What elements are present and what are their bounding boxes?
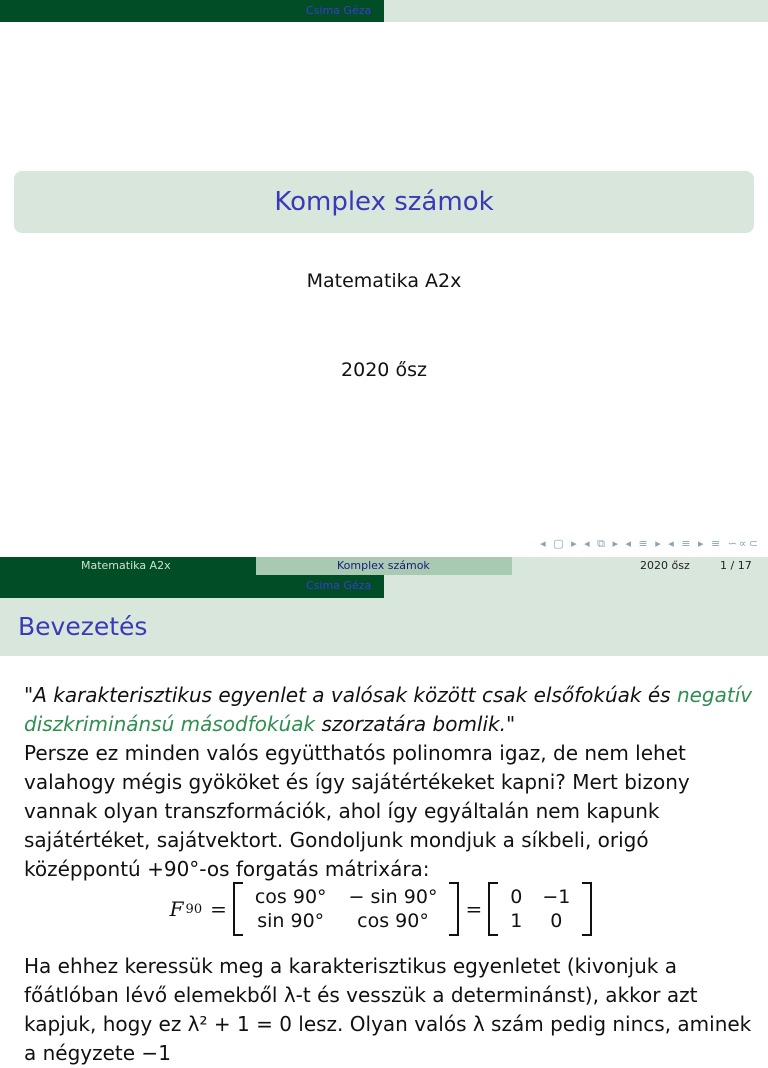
formula-equals-2: = (465, 897, 483, 921)
beamer-navigation-controls[interactable]: ◂ ▢ ▸ ◂ ⧉ ▸ ◂ ≡ ▸ ◂ ≡ ▸ ≡ ∽∝⊂ (540, 537, 760, 550)
quote (24, 681, 754, 739)
quote-part2: szorzatára bomlik." (315, 712, 516, 736)
matrix-cell: 0 (550, 910, 563, 932)
header-author: Csima Géza (306, 4, 372, 17)
matrix-cell: sin 90° (257, 910, 325, 932)
matrix-cell: −1 (542, 886, 571, 908)
footer-date: 2020 ősz (640, 559, 690, 572)
matrix-numeric-grid (498, 882, 582, 936)
paragraph-2: Ha ehhez keressük meg a karakterisztikus egyenletet (kivonjuk a főátlóban lévő elemekből λ-t és vesszük a determinánst), akkor azt kapjuk, hogy ez λ² + 1 = 0 lesz. Olyan valós λ szám pedig nincs, aminek a négyzete −1 (24, 954, 752, 1065)
matrix-trig (233, 882, 460, 936)
footer-course: Matematika A2x (81, 559, 171, 572)
subtitle: Matematika A2x (306, 270, 462, 292)
matrix-cell: 0 (510, 886, 523, 908)
second-header-right (384, 575, 768, 598)
slide-title: Komplex számok (274, 187, 494, 217)
left-bracket (233, 882, 243, 936)
formula-equals-1: = (210, 897, 227, 921)
paragraph-1: Persze ez minden valós együtthatós polinomra igaz, de nem lehet valahogy mégis gyököket és így sajátértékeket kapni? Mert bizony vannak olyan transzformációk, ahol így egyáltalán nem kapunk sajátértéket, sajátvektort. Gondoljunk mondjuk a síkbeli, origó középpontú +90°-os forgatás mátrixára: (24, 741, 690, 881)
quote-highlight: negatív diszkriminánsú másodfokúak (24, 683, 753, 736)
rotation-matrix-formula (0, 876, 768, 942)
matrix-numeric (488, 882, 592, 936)
second-header-author: Csima Géza (306, 579, 372, 592)
matrix-trig-grid (243, 882, 450, 936)
right-bracket (449, 882, 459, 936)
title-box (14, 171, 754, 233)
matrix-cell: − sin 90° (348, 886, 438, 908)
top-header-right (384, 0, 768, 22)
right-bracket (582, 882, 592, 936)
formula-lhs: F (169, 897, 184, 921)
matrix-cell: cos 90° (254, 886, 327, 908)
quote-part1: "A karakterisztikus egyenlet a valósak között csak elsőfokúak és (24, 683, 677, 707)
left-bracket (488, 882, 498, 936)
footer-page-number: 1 / 17 (720, 559, 752, 572)
frame-title: Bevezetés (18, 612, 148, 641)
matrix-cell: cos 90° (357, 910, 429, 932)
date: 2020 ősz (341, 359, 427, 381)
formula-lhs-sup: 90 (185, 901, 203, 917)
matrix-cell: 1 (510, 910, 523, 932)
footer-title: Komplex számok (337, 559, 430, 572)
